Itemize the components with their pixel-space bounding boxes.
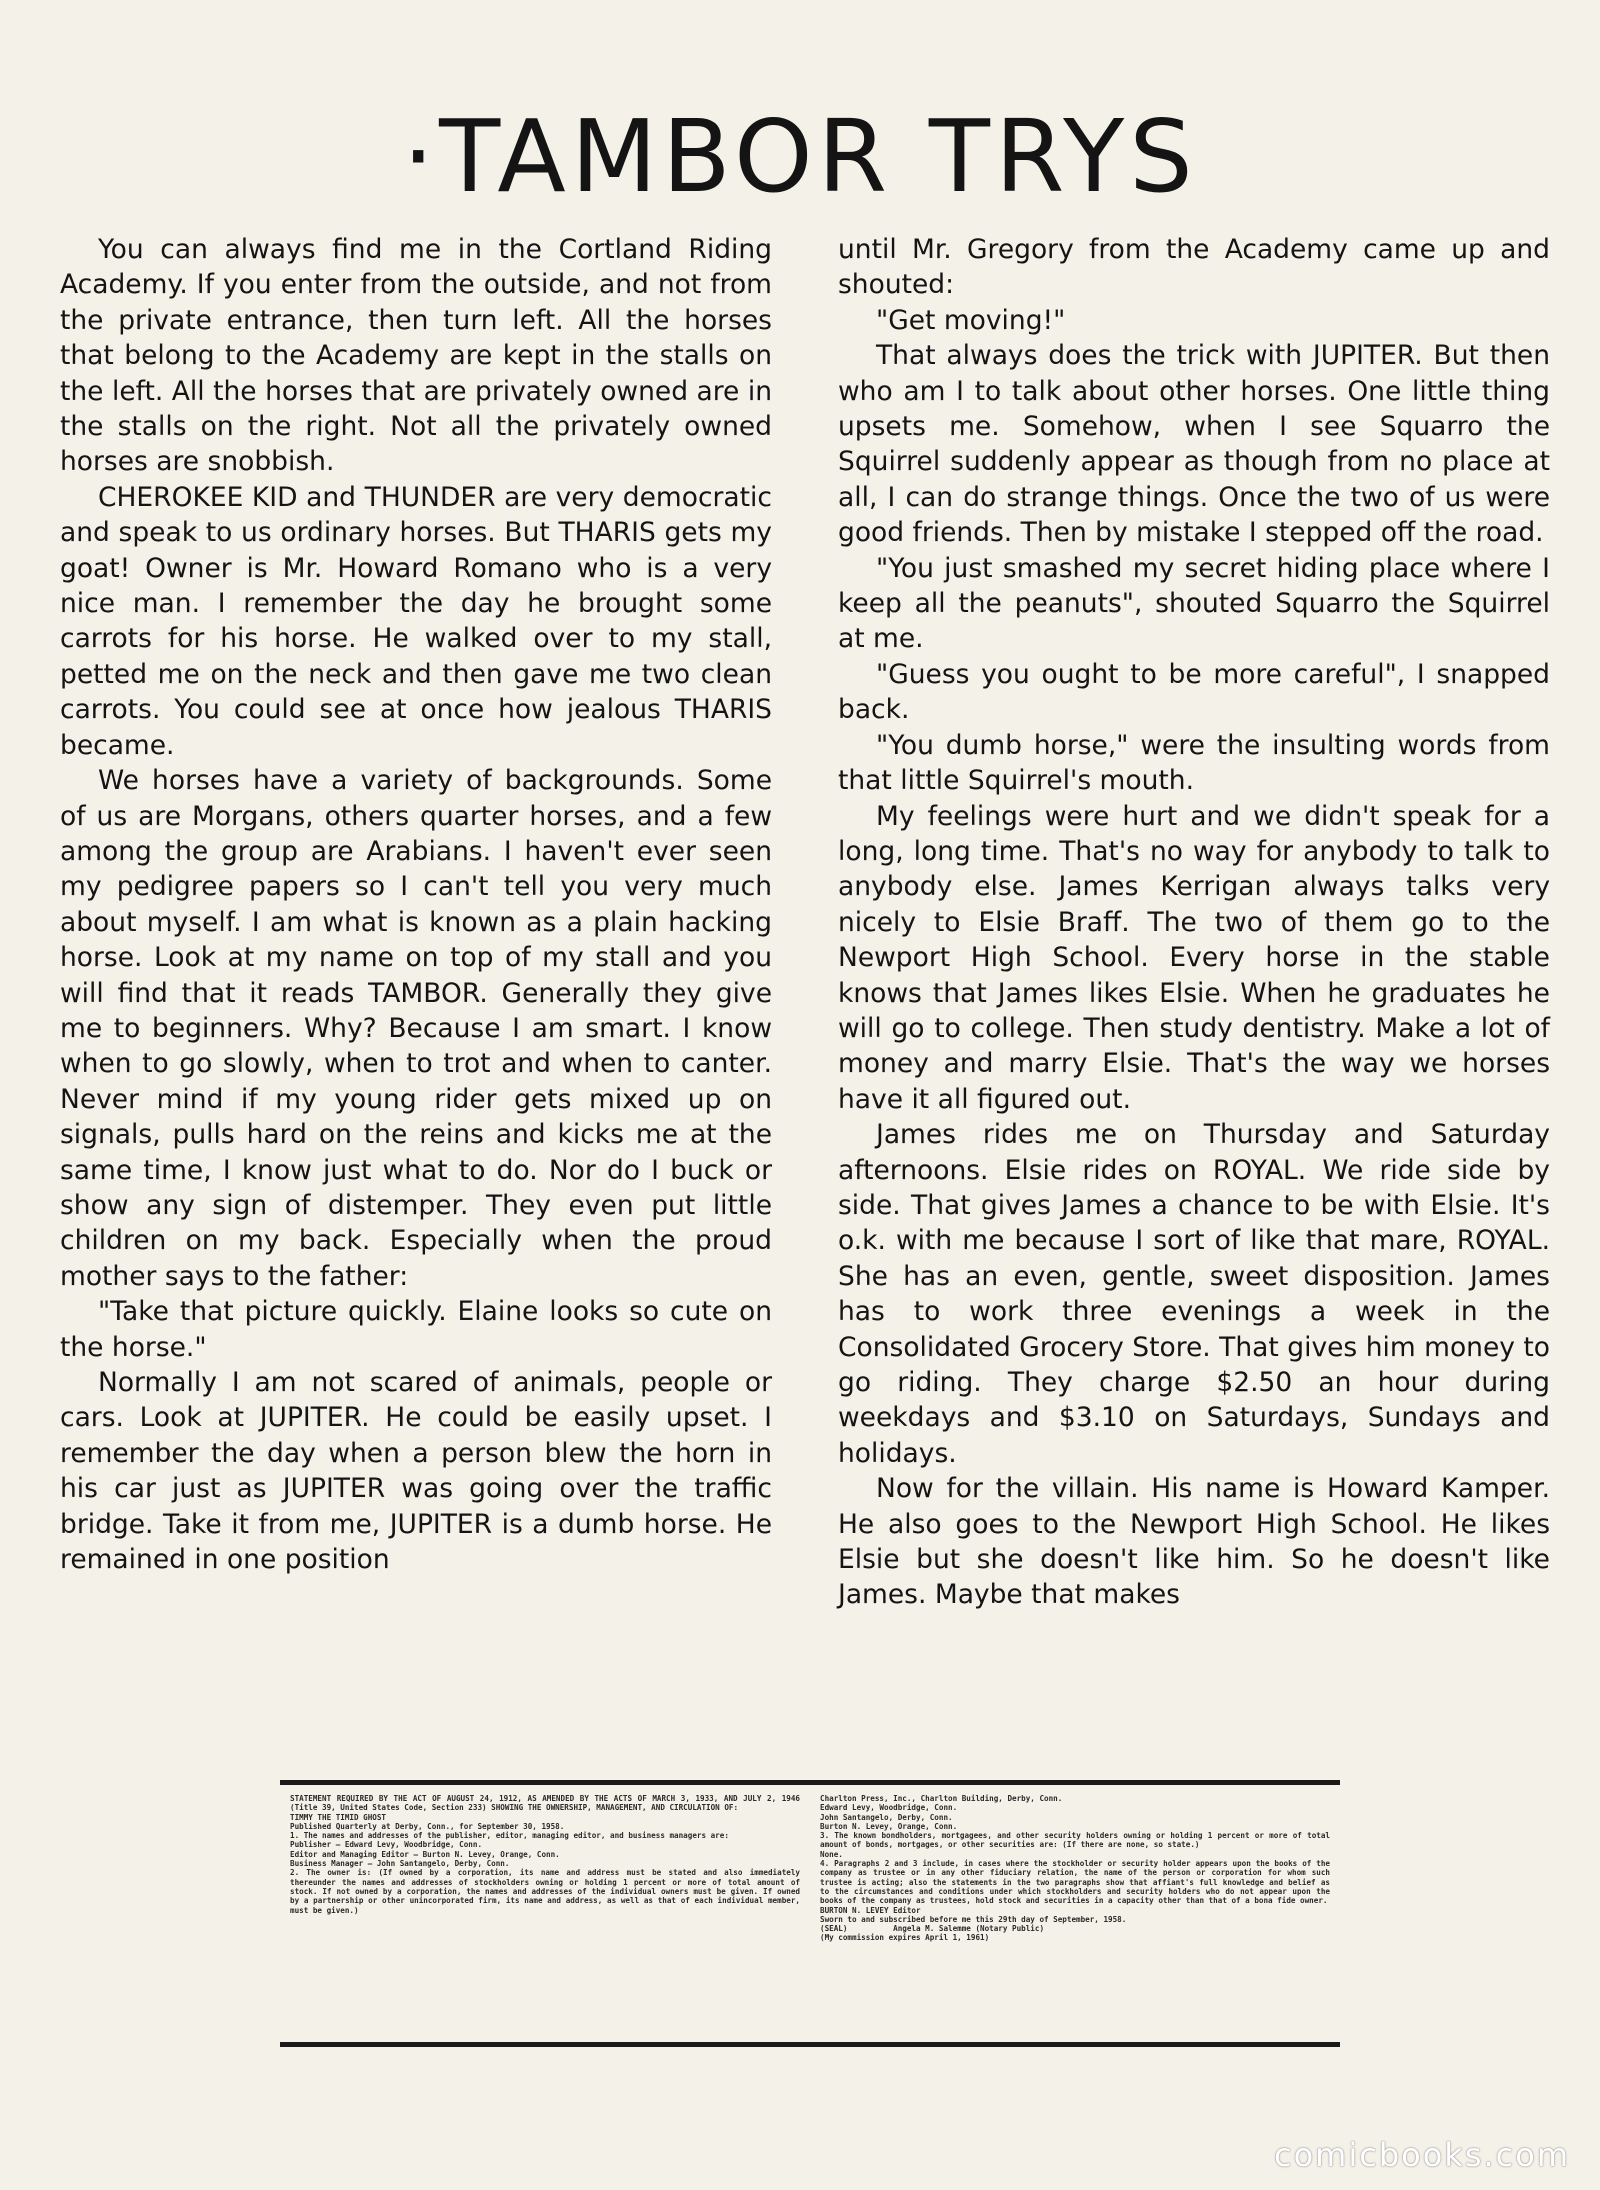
statement-line: STATEMENT REQUIRED BY THE ACT OF AUGUST 24, 1912, AS AMENDED BY THE ACTS OF MARCH 3, 1933, AND JULY 2, 1946 (Title 39, United States Code, Section 233) SHOWING THE OWNERSHIP, MANAGEMENT, AND CIRCULATION OF: [290,1794,805,1813]
statement-line: Edward Levy, Woodbridge, Conn. [820,1803,958,1813]
statement-line: Editor and Managing Editor — Burton N. Levey, Orange, Conn. [290,1849,560,1859]
statement-column-left [290,1794,805,1915]
site-watermark: comicbooks.com [1273,2136,1570,2174]
statement-line: TIMMY THE TIMID GHOST [290,1812,387,1822]
paragraph: "Guess you ought to be more careful", I snapped back. [838,658,1550,726]
statement-column-right [820,1794,1335,1943]
story-column-right [838,232,1550,1613]
paragraph: My feelings were hurt and we didn't speak for a long, long time. That's no way for anybody to talk to anybody else. James Kerrigan always talks very nicely to Elsie Braff. The two of them go to the Newport High School. Every horse in the stable knows that James likes Elsie. When he graduates he will go to college. Then study dentistry. Make a lot of money and marry Elsie. That's the way we horses have it all figured out. [838,800,1550,1115]
statement-line: Publisher — Edward Levy, Woodbridge, Conn. [290,1840,483,1850]
paragraph: "You dumb horse," were the insulting words from that little Squirrel's mouth. [838,729,1550,797]
statement-line: John Santangelo, Derby, Conn. [820,1812,953,1822]
paragraph: You can always find me in the Cortland Riding Academy. If you enter from the outside, and not from the private entrance, then turn left. All the horses that belong to the Academy are kept in the stalls on the left. All the horses that are privately owned are in the stalls on the right. Not all the privately owned horses are snobbish. [60,234,772,478]
statement-line: 1. The names and addresses of the publisher, editor, managing editor, and business managers are: [290,1831,729,1841]
statement-line: Charlton Press, Inc., Charlton Building, Derby, Conn. [820,1794,1063,1803]
paragraph: "You just smashed my secret hiding place where I keep all the peanuts", shouted Squarro the Squirrel at me. [838,552,1550,655]
statement-line: 2. The owner is: (If owned by a corporation, its name and address must be stated and also immediately thereunder the names and addresses of stockholders owning or holding 1 percent or more of total amount of stock. If not owned by a corporation, the names and addresses of the individual owners must be given. If owned by a partnership or other unincorporated firm, its name and address, as well as that of each individual member, must be given.) [290,1868,805,1915]
statement-line: Business Manager — John Santangelo, Derby, Conn. [290,1859,510,1869]
statement-line: Burton N. Levey, Orange, Conn. [820,1821,958,1831]
paragraph: That always does the trick with JUPITER. But then who am I to talk about other horses. One little thing upsets me. Somehow, when I see Squarro the Squirrel suddenly appear as though from no place at all, I can do strange things. Once the two of us were good friends. Then by mistake I stepped off the road. [838,340,1550,549]
divider [280,2042,1340,2047]
page-title: ·TAMBOR TRYS [402,98,1198,215]
statement-line: 4. Paragraphs 2 and 3 include, in cases where the stockholder or security holder appears upon the books of the company as trustee or in any other fiduciary relation, the name of the person or corporation for whom such trustee is acting; also the statements in the two paragraphs show that affiant's full knowledge and belief as to the circumstances and conditions under which stockholders and security holders who do not appear upon the books of the company as trustees, hold stock and securities in a capacity other than that of a bona fide owner. [820,1859,1335,1906]
statement-line: (SEAL) Angela M. Salemme (Notary Public) [820,1924,1045,1934]
paragraph: CHEROKEE KID and THUNDER are very democratic and speak to us ordinary horses. But THARIS gets my goat! Owner is Mr. Howard Romano who is a very nice man. I remember the day he brought some carrots for his horse. He walked over to my stall, petted me on the neck and then gave me two clean carrots. You could see at once how jealous THARIS became. [60,481,772,761]
statement-line: Sworn to and subscribed before me this 29th day of September, 1958. [820,1914,1127,1924]
paragraph: James rides me on Thursday and Saturday afternoons. Elsie rides on ROYAL. We ride side by side. That gives James a chance to be with Elsie. It's o.k. with me because I sort of like that mare, ROYAL. She has an even, gentle, sweet disposition. James has to work three evenings a week in the Consolidated Grocery Store. That gives him money to go riding. They charge $2.50 an hour during weekdays and $3.10 on Saturdays, Sundays and holidays. [838,1119,1550,1469]
paragraph: "Take that picture quickly. Elaine looks so cute on the horse." [60,1296,772,1363]
paragraph: until Mr. Gregory from the Academy came up and shouted: [838,234,1550,301]
statement-line: None. [820,1849,843,1859]
statement-line: BURTON N. LEVEY Editor [820,1905,921,1915]
story-column-left [60,232,772,1577]
statement-line: Published Quarterly at Derby, Conn., for September 30, 1958. [290,1821,565,1831]
statement-line: (My commission expires April 1, 1961) [820,1933,990,1943]
paragraph: "Get moving!" [876,304,1066,336]
statement-line: 3. The known bondholders, mortgagees, and other security holders owning or holding 1 percent or more of total amount of bonds, mortgages, or other securities are: (If there are none, so state.) [820,1831,1335,1850]
paragraph: Now for the villain. His name is Howard Kamper. He also goes to the Newport High School. He likes Elsie but she doesn't like him. So he doesn't like James. Maybe that makes [838,1473,1550,1611]
ownership-statement [280,1780,1340,2050]
paragraph: We horses have a variety of backgrounds. Some of us are Morgans, others quarter horses, and a few among the group are Arabians. I haven't ever seen my pedigree papers so I can't tell you very much about myself. I am what is known as a plain hacking horse. Look at my name on top of my stall and you will find that it reads TAMBOR. Generally they give me to beginners. Why? Because I am smart. I know when to go slowly, when to trot and when to canter. Never mind if my young rider gets mixed up on signals, pulls hard on the reins and kicks me at the same time, I know just what to do. Nor do I buck or show any sign of distemper. They even put little children on my back. Especially when the proud mother says to the father: [60,765,772,1292]
divider [280,1780,1340,1785]
paragraph: Normally I am not scared of animals, people or cars. Look at JUPITER. He could be easily upset. I remember the day when a person blew the horn in his car just as JUPITER was going over the traffic bridge. Take it from me, JUPITER is a dumb horse. He remained in one position [60,1367,772,1576]
